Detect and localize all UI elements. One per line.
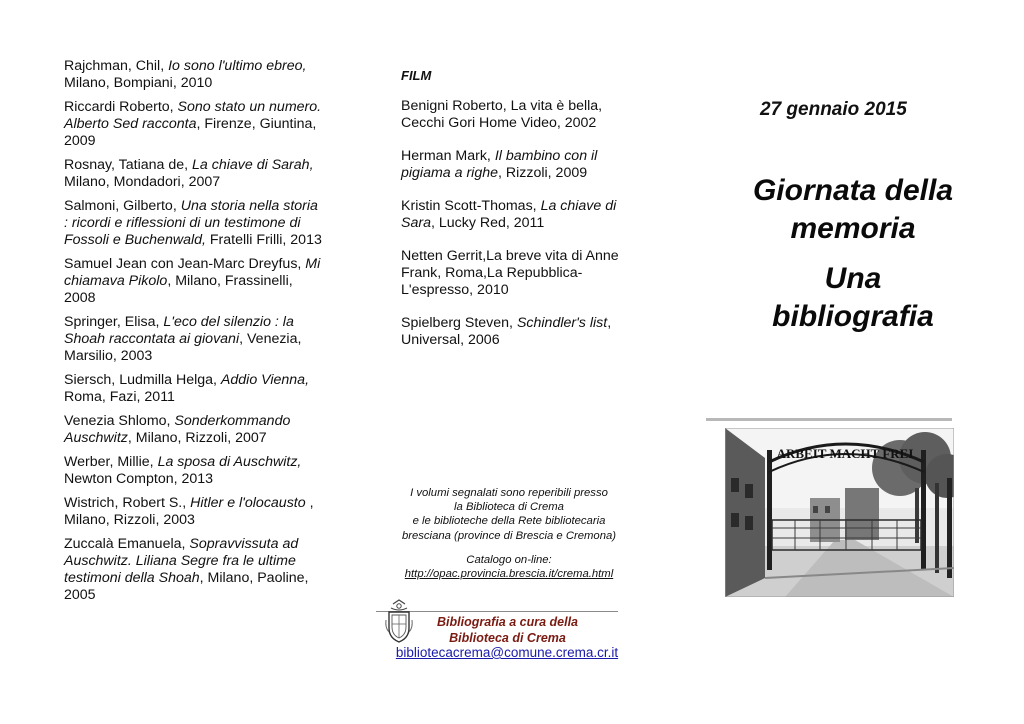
info-line: I volumi segnalati sono reperibili presso [410,487,608,499]
bibliography-entry: Salmoni, Gilberto, Una storia nella storia : ricordi e riflessioni di un testimone di Fossoli e Buchenwald, Fratelli Frilli, 2013 [64,198,322,248]
title-line: Una [824,262,882,295]
catalog-label: Catalogo on-line: [466,553,552,566]
bibliography-entry: Werber, Millie, La sposa di Auschwitz, Newton Compton, 2013 [64,454,302,487]
cover-title [728,172,978,336]
auschwitz-gate-photo [725,428,954,597]
event-date: 27 gennaio 2015 [760,99,907,120]
film-entry: Herman Mark, Il bambino con il pigiama a righe, Rizzoli, 2009 [401,148,598,181]
info-line: bresciana (province di Brescia e Cremona) [401,529,617,542]
film-entry: Benigni Roberto, La vita è bella, Cecchi Gori Home Video, 2002 [401,98,603,131]
film-entry: Kristin Scott-Thomas, La chiave di Sara, Lucky Red, 2011 [401,198,617,231]
credit-block [420,614,595,646]
bibliography-entry: Wistrich, Robert S., Hitler e l'olocausto , Milano, Rizzoli, 2003 [64,495,314,528]
film-heading: FILM [401,68,432,83]
email-link[interactable]: bibliotecacrema@comune.crema.cr.it [395,645,619,660]
crest-icon [383,598,415,644]
bibliography-entry: Siersch, Ludmilla Helga, Addio Vienna, Roma, Fazi, 2011 [64,372,310,405]
bibliography-entry: Riccardi Roberto, Sono stato un numero. Alberto Sed racconta, Firenze, Giuntina, 2009 [64,99,322,149]
film-entry: Netten Gerrit,La breve vita di Anne Frank, Roma,La Repubblica-L'espresso, 2010 [401,248,619,298]
film-entry: Spielberg Steven, Schindler's list, Universal, 2006 [401,315,612,348]
bibliography-entry: Rosnay, Tatiana de, La chiave di Sarah, Milano, Mondadori, 2007 [64,157,314,190]
bibliography-entry: Venezia Shlomo, Sonderkommando Auschwitz, Milano, Rizzoli, 2007 [64,413,291,446]
bibliography-list [64,58,324,611]
info-line: e le biblioteche della Rete bibliotecaria [412,515,606,528]
title-line: Giornata della [752,174,954,207]
credit-line: Biblioteca di Crema [449,631,566,645]
credit-line: Bibliografia a cura della [436,615,578,629]
bibliography-entry: Rajchman, Chil, Io sono l'ultimo ebreo, Milano, Bompiani, 2010 [64,58,307,91]
availability-note [384,486,634,581]
gate-sign-text: ARBEIT MACHT FREI [776,446,914,461]
film-list [401,68,641,365]
catalog-link[interactable]: http://opac.provincia.brescia.it/crema.html [404,568,614,581]
title-line: memoria [790,212,916,245]
bibliography-entry: Springer, Elisa, L'eco del silenzio : la Shoah raccontata ai giovani, Venezia, Marsilio, 2003 [64,314,302,364]
info-line: la Biblioteca di Crema [454,501,564,514]
bibliography-entry: Samuel Jean con Jean-Marc Dreyfus, Mi chiamava Pikolo, Milano, Frassinelli, 2008 [64,256,321,306]
bibliography-entry: Zuccalà Emanuela, Sopravvissuta ad Auschwitz. Liliana Segre fra le ultime testimoni della Shoah, Milano, Paoline, 2005 [64,536,309,603]
divider [706,418,952,421]
title-line: bibliografia [772,300,934,333]
